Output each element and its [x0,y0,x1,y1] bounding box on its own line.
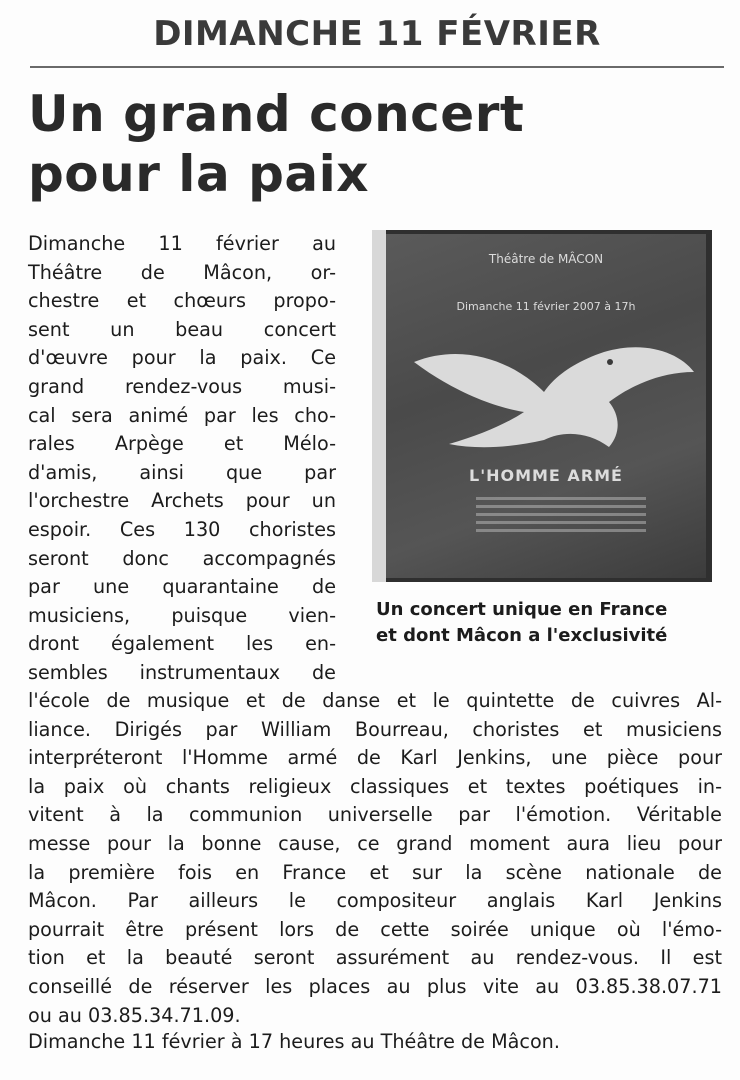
poster-credits [476,492,646,537]
article-body-full [28,687,722,1030]
body-line: sent un beau concert [28,317,336,341]
body-line: ou au 03.85.34.71.09. [28,1003,241,1027]
body-line: la paix où chants religieux classiques et textes poétiques in- [28,774,722,798]
body-line: rales Arpège et Mélo- [28,432,336,456]
body-line: pourrait être présent lors de cette soirée unique où l'émo- [28,917,722,941]
article-headline [28,84,718,204]
body-line: tion et la beauté seront assurément au rendez-vous. Il est [28,946,722,970]
body-line: seront donc accompagnés [28,546,336,570]
poster-venue: Théâtre de MÂCON [488,252,604,266]
dateline: DIMANCHE 11 FÉVRIER [153,14,601,54]
article-body-column [28,230,336,688]
body-line: d'œuvre pour la paix. Ce [28,346,336,370]
body-line: l'école de musique et de danse et le quintette de cuivres Al- [28,689,722,712]
dove-icon [404,322,704,462]
body-line: Mâcon. Par ailleurs le compositeur anglais Karl Jenkins [28,889,722,913]
body-line: espoir. Ces 130 choristes [28,517,336,541]
body-line: sembles instrumentaux de [28,660,336,684]
body-line: la première fois en France et sur la scène nationale de [28,860,722,884]
header-rule [30,66,724,68]
body-line: messe pour la bonne cause, ce grand moment aura lieu pour [28,831,722,855]
event-info-line: Dimanche 11 février à 17 heures au Théâtre de Mâcon. [28,1030,560,1053]
body-line: musiciens, puisque vien- [28,603,336,627]
body-line: Théâtre de Mâcon, or- [28,260,336,284]
poster-title: L'HOMME ARMÉ [469,466,623,485]
credit-line [476,529,646,532]
caption-line: Un concert unique en France [376,599,668,620]
headline-line: pour la paix [28,145,370,203]
body-line: vitent à la communion universelle par l'émotion. Véritable [28,803,722,827]
body-line: interpréteront l'Homme armé de Karl Jenkins, une pièce pour [28,746,722,770]
credit-line [476,521,646,524]
body-line: conseillé de réserver les places au plus vite au 03.85.38.07.71 [28,974,722,998]
poster-surface [386,234,706,578]
body-line: liance. Dirigés par William Bourreau, choristes et musiciens [28,717,722,741]
body-line: chestre et chœurs propo- [28,289,336,313]
body-line: par une quarantaine de [28,575,336,599]
credit-line [476,505,646,508]
caption-line: et dont Mâcon a l'exclusivité [376,625,668,646]
credit-line [476,497,646,500]
body-line: dront également les en- [28,632,336,656]
concert-poster-photo [372,230,712,582]
body-line: grand rendez-vous musi- [28,374,336,398]
body-line: l'orchestre Archets pour un [28,489,336,513]
poster-date: Dimanche 11 février 2007 à 17h [456,300,636,313]
headline-line: Un grand concert [28,85,525,143]
credit-line [476,513,646,516]
body-line: cal sera animé par les cho- [28,403,336,427]
photo-edge [372,230,386,582]
photo-caption [376,597,716,649]
body-line: d'amis, ainsi que par [28,460,336,484]
body-line: Dimanche 11 février au [28,232,336,255]
